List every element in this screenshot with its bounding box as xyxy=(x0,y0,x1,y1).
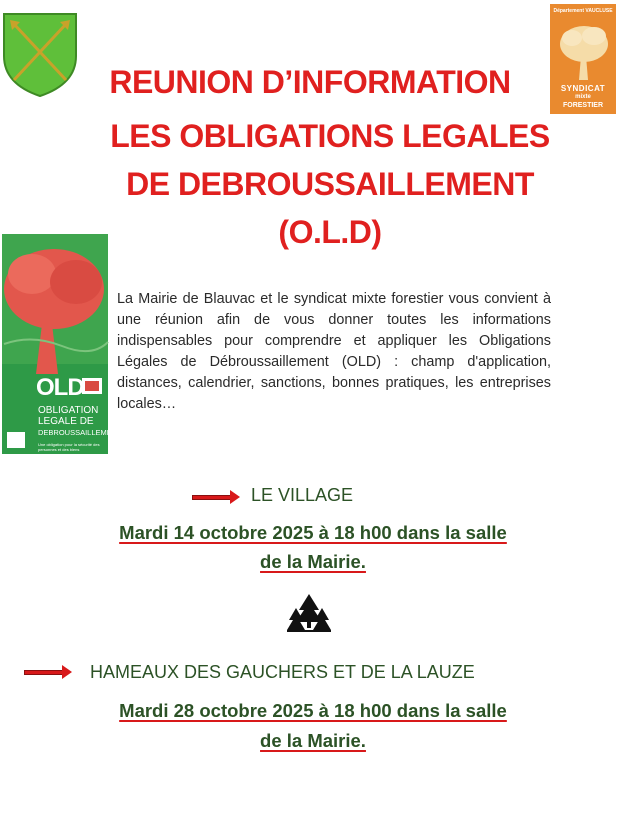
meeting2-date-line2: de la Mairie. xyxy=(260,730,366,751)
meeting2-date-line1: Mardi 28 octobre 2025 à 18 h00 dans la salle xyxy=(119,700,507,721)
meeting1-place: LE VILLAGE xyxy=(251,485,354,505)
leaflet-line3: DEBROUSSAILLEMENT xyxy=(38,428,122,437)
arrow-right-icon xyxy=(192,492,240,502)
title-line-1: REUNION D’INFORMATION xyxy=(109,64,511,100)
marianne-logo-icon xyxy=(7,432,25,448)
title-line-4: (O.L.D) xyxy=(278,214,382,250)
leaflet-line2: LEGALE DE xyxy=(38,416,94,427)
syndicat-line3: FORESTIER xyxy=(562,102,604,109)
leaflet-old: OLD xyxy=(36,374,84,401)
intro-paragraph: La Mairie de Blauvac et le syndicat mixte forestier vous convient à une réunion afin de vous donner toutes les informations indispensables pour comprendre et appliquer les Obligations Légales de Débroussaillement (OLD) : champ d'application, distances, calendrier, sanctions, bonnes pratiques, les entreprises locales… xyxy=(117,291,551,412)
title-line-2: LES OBLIGATIONS LEGALES xyxy=(110,118,550,154)
arrow-right-icon xyxy=(24,667,72,677)
meeting2-place: HAMEAUX DES GAUCHERS ET DE LA LAUZE xyxy=(90,662,475,682)
meeting1-date-line1: Mardi 14 octobre 2025 à 18 h00 dans la salle xyxy=(119,522,507,543)
syndicat-line1: SYNDICAT xyxy=(560,84,606,93)
title-line-3: DE DEBROUSSAILLEMENT xyxy=(126,166,534,202)
syndicat-departement: Département VAUCLUSE xyxy=(553,8,613,14)
leaflet-line1: OBLIGATION xyxy=(38,405,99,416)
old-leaflet-image xyxy=(2,234,122,454)
leaflet-small: Une obligation pour la sécurité des personnes et des biens xyxy=(38,442,100,452)
trees-icon xyxy=(287,594,331,634)
syndicat-line2: mixte xyxy=(575,94,591,100)
meeting1-date-line2: de la Mairie. xyxy=(260,551,366,572)
